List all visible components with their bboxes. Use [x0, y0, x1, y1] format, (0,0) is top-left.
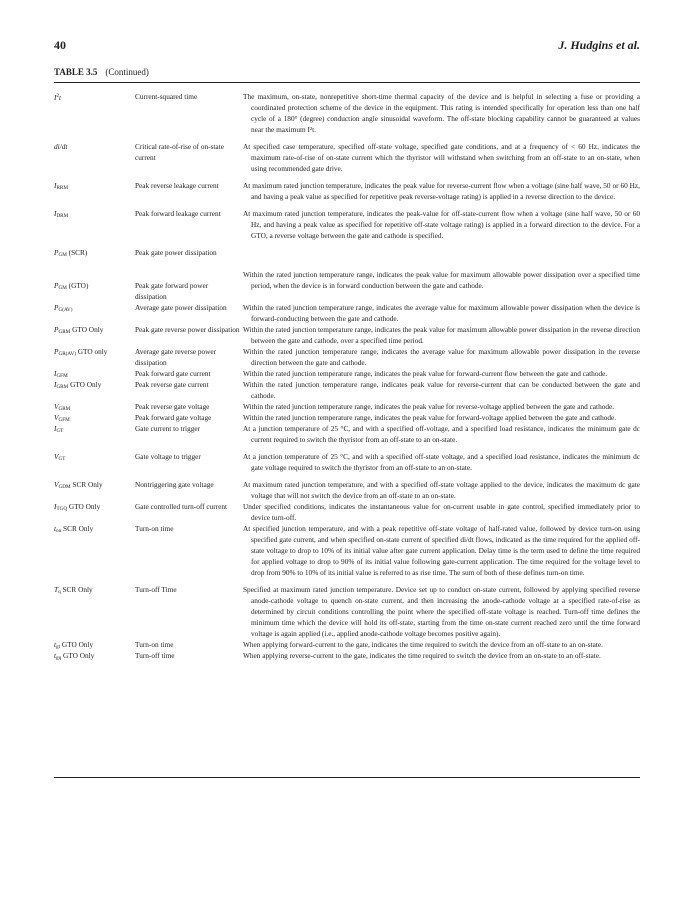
table-row: [54, 423, 640, 445]
parameter-definition: Within the rated junction temperature range, indicates the peak value for forward-voltage applied between the gate and cathode.: [243, 413, 617, 422]
parameter-definition: Within the rated junction temperature range, indicates the peak value for forward-current flow between the gate and cathode.: [243, 369, 608, 378]
parameter-definition: Within the rated junction temperature range, indicates the peak value for reverse-voltage applied between the gate and cathode.: [243, 402, 615, 411]
parameter-name: Peak gate power dissipation: [135, 248, 217, 257]
table-row: [54, 523, 640, 578]
page-number: 40: [54, 38, 66, 52]
parameter-symbol: VGT: [54, 452, 66, 462]
parameter-definition: Specified at maximum rated junction temperature. Device set up to conduct on-state current, followed by applying specified reverse anode-cathode voltage to quench on-state current, and then increasing the anode-cathode voltage at a specified rate-of-rise as determined by circuit conditions controlling the point where the specified off-state voltage is reached. Turn-off time defines the minimum time which the device will hold its off-state, starting from the time on-state current reached zero until the time forward voltage is again applied (i.e., applied anode-cathode voltage becomes positive again).: [243, 585, 640, 638]
parameter-symbol: IGRM GTO Only: [54, 380, 102, 390]
parameter-name: Peak forward leakage current: [135, 209, 221, 218]
parameter-symbol: VGRM: [54, 402, 71, 412]
parameter-name: Gate voltage to trigger: [135, 452, 201, 461]
table-row: [54, 302, 640, 324]
table-row: [54, 584, 640, 639]
table-row: [54, 650, 640, 661]
parameter-symbol: VGFM: [54, 413, 70, 423]
parameter-definition: At maximum rated junction temperature, and with a specified off-state voltage applied to the device, indicates the maximum dc gate voltage that will not switch the device from an off-state to an on-state.: [243, 480, 640, 500]
parameter-definition: At a junction temperature of 25 °C, and with a specified off-state voltage, and a specified load resistance, indicates the minimum dc gate voltage required to switch the thyristor from an off-state to an on-state.: [243, 452, 640, 472]
table-row: [54, 368, 640, 379]
parameter-symbol: PGRM GTO Only: [54, 325, 104, 335]
parameter-definition: Within the rated junction temperature range, indicates the peak value for maximum allowable power dissipation over a specified time period, when the device is in forward conduction between the gate and cathode.: [243, 270, 640, 290]
table-row: [54, 346, 640, 368]
parameter-definition: Under specified conditions, indicates the instantaneous value for on-current usable in gate control, specified immediately prior to device turn-off.: [243, 502, 640, 522]
parameter-symbol: ton SCR Only: [54, 524, 94, 534]
running-author: J. Hudgins et al.: [558, 38, 640, 52]
parameter-definition: At specified junction temperature, and with a peak repetitive off-state voltage of half-rated value, followed by device turn-on using specified gate current, and when specified on-state current of specified di/dt flows, indicated as the time required for the applied off-state voltage to drop to 10% of its initial value after gate current application. Delay time is the term used to define the time required for applied voltage to drop to 90% of its initial value following gate-current application. The time required for the voltage level to drop from 90% to 10% of its initial value is referred to as rise time. The sum of both of these defines turn-on time.: [243, 524, 640, 577]
parameter-name: Average gate reverse power dissipation: [135, 347, 217, 367]
parameter-definition: Within the rated junction temperature range, indicates the average value for maximum allowable power dissipation in the reverse direction between the gate and cathode.: [243, 347, 640, 367]
parameter-symbol: IDRM: [54, 209, 69, 219]
table-row: [54, 639, 640, 650]
table-continuation: (Continued): [105, 67, 149, 77]
table-row: [54, 501, 640, 523]
parameter-name: Peak forward gate current: [135, 369, 211, 378]
table-row: [54, 379, 640, 401]
parameter-definition: When applying forward-current to the gate, indicates the time required to switch the device from an off-state to an on-state.: [243, 640, 603, 649]
parameter-name: Nontriggering gate voltage: [135, 480, 214, 489]
ratings-table: [54, 91, 640, 661]
table-row: [54, 401, 640, 412]
parameter-symbol: PGM (SCR): [54, 248, 88, 258]
table-row: [54, 141, 640, 174]
parameter-definition: Within the rated junction temperature range, indicates the peak value for maximum allowable power dissipation in the reverse direction between the gate and cathode, over a specified time period.: [243, 325, 640, 345]
parameter-definition: At maximum rated junction temperature, indicates the peak-value for off-state-current flow when a voltage (sine half wave, 50 or 60 Hz, and having a peak value as specified for repetitive off-state voltage rating) is applied in a forward direction to the device. For a GTO, a reverse voltage between the gate and cathode is specified.: [243, 209, 640, 240]
parameter-symbol: ITGQ GTO Only: [54, 502, 101, 512]
parameter-definition: Within the rated junction temperature range, indicates the average value for maximum allowable power dissipation when the device is forward-conducting between the gate and cathode.: [243, 303, 640, 323]
parameter-definition: At maximum rated junction temperature, indicates the peak value for reverse-current flow when a voltage (sine half wave, 50 or 60 Hz, and having a peak value as specified for repetitive peak reverse-voltage rating) is applied in a reverse direction to the device.: [243, 181, 640, 201]
table-row: [54, 208, 640, 241]
parameter-symbol: PGM (GTO): [54, 281, 89, 291]
parameter-symbol: tgq GTO Only: [54, 651, 95, 661]
parameter-symbol: PGR(AV) GTO only: [54, 347, 108, 357]
parameter-name: Gate current to trigger: [135, 424, 201, 433]
table-bottom-rule: [54, 777, 640, 778]
parameter-definition: At a junction temperature of 25 °C, and with a specified off-voltage, and a specified load resistance, indicates the minimum gate dc current required to switch the thyristor from an off-state to an on-state.: [243, 424, 640, 444]
parameter-name: Peak reverse gate current: [135, 380, 209, 389]
parameter-name: Turn-off time: [135, 651, 175, 660]
table-row: [54, 180, 640, 202]
parameter-name: Peak gate reverse power dissipation: [135, 325, 240, 334]
parameter-symbol: PG(AV): [54, 303, 73, 313]
parameter-name: Peak reverse leakage current: [135, 181, 219, 190]
parameter-symbol: $I^2t$: [54, 93, 61, 102]
parameter-name: Turn-off Time: [135, 585, 177, 594]
parameter-symbol: VGDM SCR Only: [54, 480, 103, 490]
parameter-definition: At specified case temperature, specified off-state voltage, specified gate conditions, and at a frequency of < 60 Hz, indicates the maximum rate-of-rise of on-state current which the thyristor will withstand when switching from an off-state to an on-state, when using recommended gate drive.: [243, 142, 640, 173]
table-top-rule: [54, 82, 640, 83]
parameter-name: Gate controlled turn-off current: [135, 502, 228, 511]
parameter-symbol: tgt GTO Only: [54, 640, 94, 650]
table-row: [54, 269, 640, 301]
table-row: [54, 91, 640, 135]
parameter-definition: When applying reverse-current to the gate, indicates the time required to switch the device from an on-state to an off-state.: [243, 651, 601, 660]
parameter-symbol: Tq SCR Only: [54, 585, 93, 595]
parameter-name: Average gate power dissipation: [135, 303, 227, 312]
running-header: [54, 38, 640, 54]
table-row: [54, 451, 640, 473]
table-row: [54, 479, 640, 501]
table-row: [54, 324, 640, 346]
parameter-symbol: IGFM: [54, 369, 68, 379]
table-label: TABLE 3.5: [54, 67, 98, 77]
parameter-symbol: IRRM: [54, 181, 68, 191]
parameter-symbol: IGT: [54, 424, 64, 434]
parameter-name: Peak forward gate voltage: [135, 413, 212, 422]
table-caption: [54, 67, 149, 77]
parameter-symbol: di/dt: [54, 142, 68, 151]
table-row: [54, 247, 640, 269]
parameter-definition: The maximum, on-state, nonrepetitive short-time thermal capacity of the device and is helpful in selecting a fuse or providing a coordinated protection scheme of the device in the equipment. This rating is intended specifically for operation less than one half cycle of a 180° (degree) conduction angle sinusoidal waveform. The off-state blocking capability cannot be guaranteed at values near the maximum I²t.: [243, 92, 640, 134]
parameter-name: Peak gate forward power dissipation: [135, 281, 209, 301]
parameter-name: Turn-on time: [135, 640, 174, 649]
parameter-name: Critical rate-of-rise of on-state current: [135, 142, 224, 162]
parameter-definition: Within the rated junction temperature range, indicates peak value for reverse-current that can be conducted between the gate and cathode.: [243, 380, 640, 400]
table-row: [54, 412, 640, 423]
parameter-name: Current-squared time: [135, 92, 198, 101]
parameter-name: Turn-on time: [135, 524, 174, 533]
parameter-name: Peak reverse gate voltage: [135, 402, 210, 411]
